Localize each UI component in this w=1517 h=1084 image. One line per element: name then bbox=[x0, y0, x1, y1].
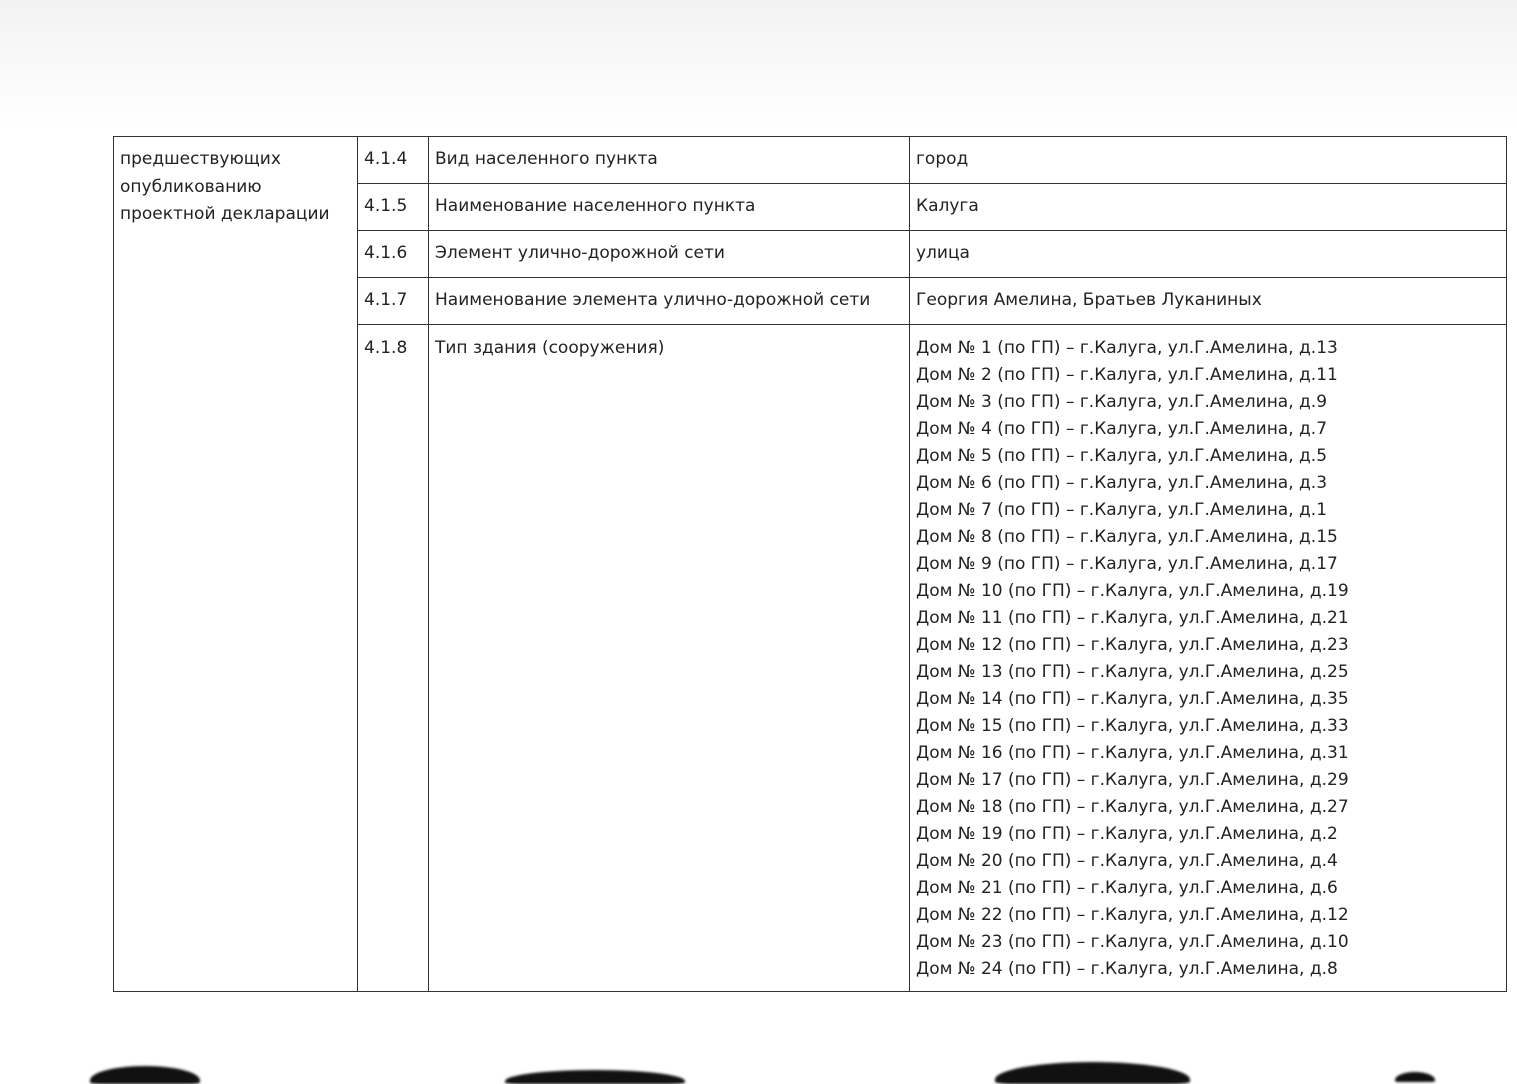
row-value: город bbox=[910, 137, 1507, 184]
building-address-line: Дом № 13 (по ГП) – г.Калуга, ул.Г.Амелина, д.25 bbox=[916, 662, 1349, 682]
building-address-line: Дом № 9 (по ГП) – г.Калуга, ул.Г.Амелина, д.17 bbox=[916, 554, 1338, 574]
building-address-line: Дом № 20 (по ГП) – г.Калуга, ул.Г.Амелина, д.4 bbox=[916, 851, 1338, 871]
building-address-line: Дом № 2 (по ГП) – г.Калуга, ул.Г.Амелина, д.11 bbox=[916, 365, 1338, 385]
row-value: Калуга bbox=[910, 184, 1507, 231]
building-address-line: Дом № 11 (по ГП) – г.Калуга, ул.Г.Амелина, д.21 bbox=[916, 608, 1349, 628]
building-address-line: Дом № 7 (по ГП) – г.Калуга, ул.Г.Амелина, д.1 bbox=[916, 500, 1328, 520]
building-address-line: Дом № 24 (по ГП) – г.Калуга, ул.Г.Амелина, д.8 bbox=[916, 959, 1338, 979]
building-address-line: Дом № 10 (по ГП) – г.Калуга, ул.Г.Амелина, д.19 bbox=[916, 581, 1349, 601]
building-address-line: Дом № 6 (по ГП) – г.Калуга, ул.Г.Амелина, д.3 bbox=[916, 473, 1328, 493]
scan-blot bbox=[90, 1066, 200, 1084]
building-address-line: Дом № 14 (по ГП) – г.Калуга, ул.Г.Амелина, д.35 bbox=[916, 689, 1349, 709]
building-address-line: Дом № 5 (по ГП) – г.Калуга, ул.Г.Амелина, д.5 bbox=[916, 446, 1328, 466]
building-address-line: Дом № 8 (по ГП) – г.Калуга, ул.Г.Амелина, д.15 bbox=[916, 527, 1338, 547]
row-name: Наименование элемента улично-дорожной сети bbox=[429, 278, 910, 325]
building-address-line: Дом № 17 (по ГП) – г.Калуга, ул.Г.Амелина, д.29 bbox=[916, 770, 1349, 790]
building-address-line: Дом № 16 (по ГП) – г.Калуга, ул.Г.Амелина, д.31 bbox=[916, 743, 1349, 763]
building-address-line: Дом № 21 (по ГП) – г.Калуга, ул.Г.Амелина, д.6 bbox=[916, 878, 1338, 898]
row-code: 4.1.6 bbox=[358, 231, 429, 278]
section-label-cell: предшествующих опубликованию проектной декларации bbox=[114, 137, 358, 992]
row-name: Вид населенного пункта bbox=[429, 137, 910, 184]
row-name: Тип здания (сооружения) bbox=[429, 325, 910, 992]
scan-blot bbox=[995, 1062, 1190, 1084]
building-address-list bbox=[910, 325, 1507, 992]
scan-blot bbox=[1395, 1072, 1435, 1082]
building-address-line: Дом № 12 (по ГП) – г.Калуга, ул.Г.Амелина, д.23 bbox=[916, 635, 1349, 655]
building-address-line: Дом № 23 (по ГП) – г.Калуга, ул.Г.Амелина, д.10 bbox=[916, 932, 1349, 952]
building-address-line: Дом № 18 (по ГП) – г.Калуга, ул.Г.Амелина, д.27 bbox=[916, 797, 1349, 817]
row-code: 4.1.4 bbox=[358, 137, 429, 184]
row-name: Наименование населенного пункта bbox=[429, 184, 910, 231]
building-address-line: Дом № 19 (по ГП) – г.Калуга, ул.Г.Амелина, д.2 bbox=[916, 824, 1338, 844]
building-address-line: Дом № 3 (по ГП) – г.Калуга, ул.Г.Амелина, д.9 bbox=[916, 392, 1328, 412]
building-address-line: Дом № 1 (по ГП) – г.Калуга, ул.Г.Амелина, д.13 bbox=[916, 338, 1338, 358]
scan-shadow-top bbox=[0, 0, 1517, 130]
declaration-table bbox=[113, 136, 1507, 992]
table-row bbox=[114, 137, 1507, 184]
row-code: 4.1.8 bbox=[358, 325, 429, 992]
building-address-line: Дом № 15 (по ГП) – г.Калуга, ул.Г.Амелина, д.33 bbox=[916, 716, 1349, 736]
row-name: Элемент улично-дорожной сети bbox=[429, 231, 910, 278]
row-value: Георгия Амелина, Братьев Луканиных bbox=[910, 278, 1507, 325]
building-address-line: Дом № 4 (по ГП) – г.Калуга, ул.Г.Амелина, д.7 bbox=[916, 419, 1328, 439]
row-value: улица bbox=[910, 231, 1507, 278]
building-address-line: Дом № 22 (по ГП) – г.Калуга, ул.Г.Амелина, д.12 bbox=[916, 905, 1349, 925]
scan-blot bbox=[505, 1070, 685, 1084]
row-code: 4.1.5 bbox=[358, 184, 429, 231]
scan-artifacts-bottom bbox=[0, 1050, 1517, 1080]
row-code: 4.1.7 bbox=[358, 278, 429, 325]
